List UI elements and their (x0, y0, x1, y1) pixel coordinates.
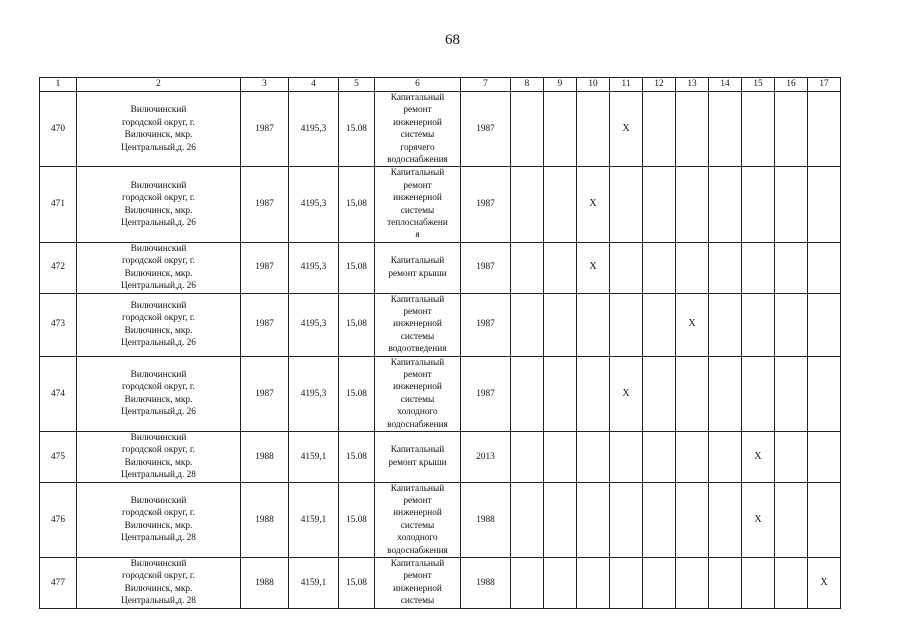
empty-cell (544, 242, 577, 293)
work-type-cell-line: холодного (397, 407, 438, 418)
area-cell: 4195,3 (289, 293, 339, 356)
address-cell-line: городской округ, г. (122, 313, 195, 324)
empty-cell (676, 167, 709, 242)
empty-cell (742, 167, 775, 242)
column-header: 5 (339, 78, 375, 92)
row-number: 472 (40, 242, 77, 293)
empty-cell (676, 431, 709, 482)
empty-cell (709, 242, 742, 293)
table-row (40, 482, 841, 557)
year-cell-2: 1987 (461, 356, 511, 431)
address-cell-line: Вилючинск, мкр. (124, 583, 193, 594)
work-type-cell-line: ремонт (403, 105, 432, 116)
empty-cell (676, 356, 709, 431)
column-header-row (40, 78, 841, 92)
work-type-cell-line: холодного (397, 533, 438, 544)
empty-cell (511, 431, 544, 482)
address-cell-line: Центральный,д. 28 (121, 470, 196, 481)
work-type-cell-line: системы (400, 205, 435, 216)
address-cell-line: Центральный,д. 26 (121, 281, 196, 292)
work-type-cell-line: системы (400, 394, 435, 405)
empty-cell (709, 431, 742, 482)
address-cell-line: городской округ, г. (122, 193, 195, 204)
row-number: 475 (40, 431, 77, 482)
code-cell: 15.08 (339, 242, 375, 293)
empty-cell (808, 167, 841, 242)
mark-cell: X (577, 167, 610, 242)
empty-cell (544, 558, 577, 609)
year-cell-2: 1988 (461, 558, 511, 609)
empty-cell (775, 431, 808, 482)
mark-cell: X (577, 242, 610, 293)
work-type-cell-line: инженерной (393, 508, 442, 519)
empty-cell (709, 482, 742, 557)
empty-cell (676, 242, 709, 293)
column-header: 8 (511, 78, 544, 92)
empty-cell (775, 167, 808, 242)
code-cell: 15.08 (339, 558, 375, 609)
area-cell: 4195,3 (289, 92, 339, 167)
empty-cell (610, 558, 643, 609)
empty-cell (775, 482, 808, 557)
year-cell: 1987 (241, 242, 289, 293)
mark-cell: X (610, 356, 643, 431)
work-type-cell-line: я (415, 230, 420, 241)
empty-cell (676, 558, 709, 609)
area-cell: 4159,1 (289, 558, 339, 609)
year-cell-2: 1988 (461, 482, 511, 557)
code-cell: 15.08 (339, 92, 375, 167)
work-type-cell (375, 431, 461, 482)
row-number: 470 (40, 92, 77, 167)
empty-cell (577, 558, 610, 609)
year-cell: 1988 (241, 482, 289, 557)
address-cell-line: Центральный,д. 26 (121, 142, 196, 153)
work-type-cell-line: системы (400, 520, 435, 531)
page-number: 68 (445, 32, 460, 48)
area-cell: 4159,1 (289, 431, 339, 482)
address-cell-line: Вилючинский (130, 300, 187, 311)
empty-cell (577, 293, 610, 356)
empty-cell (742, 242, 775, 293)
table-row (40, 431, 841, 482)
mark-cell: X (676, 293, 709, 356)
code-cell: 15.08 (339, 167, 375, 242)
empty-cell (775, 92, 808, 167)
work-type-cell-line: ремонт (403, 180, 432, 191)
empty-cell (775, 293, 808, 356)
table-row (40, 293, 841, 356)
year-cell: 1987 (241, 356, 289, 431)
address-cell-line: Вилючинск, мкр. (124, 130, 193, 141)
year-cell-2: 1987 (461, 293, 511, 356)
work-type-cell-line: Капитальный (390, 445, 445, 456)
empty-cell (808, 431, 841, 482)
work-type-cell-line: Капитальный (390, 256, 445, 267)
empty-cell (808, 293, 841, 356)
address-cell-line: Вилючинск, мкр. (124, 457, 193, 468)
address-cell-line: городской округ, г. (122, 571, 195, 582)
work-type-cell-line: Капитальный (390, 168, 445, 179)
empty-cell (544, 356, 577, 431)
code-cell: 15.08 (339, 482, 375, 557)
work-type-cell-line: ремонт (403, 306, 432, 317)
table-row (40, 558, 841, 609)
column-header: 1 (40, 78, 77, 92)
column-header: 10 (577, 78, 610, 92)
address-cell-line: городской округ, г. (122, 382, 195, 393)
work-type-cell-line: ремонт (403, 369, 432, 380)
work-type-cell (375, 167, 461, 242)
work-type-cell (375, 356, 461, 431)
empty-cell (808, 242, 841, 293)
column-header: 11 (610, 78, 643, 92)
year-cell-2: 1987 (461, 167, 511, 242)
work-type-cell-line: ремонт (403, 496, 432, 506)
empty-cell (775, 356, 808, 431)
address-cell (77, 242, 241, 293)
empty-cell (742, 558, 775, 609)
empty-cell (511, 167, 544, 242)
address-cell-line: Вилючинск, мкр. (124, 520, 193, 531)
address-cell-line: Вилючинский (130, 559, 187, 570)
year-cell-2: 1987 (461, 242, 511, 293)
address-cell-line: Центральный,д. 26 (121, 407, 196, 418)
year-cell: 1987 (241, 293, 289, 356)
empty-cell (709, 92, 742, 167)
year-cell: 1987 (241, 167, 289, 242)
empty-cell (511, 92, 544, 167)
area-cell: 4195,3 (289, 167, 339, 242)
work-type-cell (375, 482, 461, 557)
empty-cell (511, 293, 544, 356)
column-header: 13 (676, 78, 709, 92)
address-cell-line: Вилючинск, мкр. (124, 325, 193, 336)
year-cell: 1988 (241, 431, 289, 482)
work-type-cell-line: инженерной (393, 382, 442, 393)
empty-cell (577, 92, 610, 167)
work-type-cell-line: Капитальный (390, 294, 445, 305)
address-cell (77, 356, 241, 431)
table-row (40, 242, 841, 293)
empty-cell (511, 242, 544, 293)
year-cell-2: 1987 (461, 92, 511, 167)
empty-cell (643, 482, 676, 557)
empty-cell (643, 167, 676, 242)
register-table (39, 77, 841, 609)
work-type-cell-line: Капитальный (390, 357, 445, 368)
work-type-cell-line: системы (400, 130, 435, 141)
address-cell-line: Центральный,д. 26 (121, 218, 196, 229)
column-header: 16 (775, 78, 808, 92)
column-header: 12 (643, 78, 676, 92)
address-cell-line: Вилючинский (130, 369, 187, 380)
address-cell-line: городской округ, г. (122, 445, 195, 456)
mark-cell: X (742, 431, 775, 482)
address-cell-line: Вилючинск, мкр. (124, 205, 193, 216)
empty-cell (742, 356, 775, 431)
row-number: 477 (40, 558, 77, 609)
empty-cell (808, 482, 841, 557)
work-type-cell (375, 242, 461, 293)
empty-cell (643, 92, 676, 167)
address-cell-line: Вилючинский (130, 105, 187, 116)
address-cell-line: Центральный,д. 28 (121, 596, 196, 607)
column-header: 6 (375, 78, 461, 92)
address-cell-line: городской округ, г. (122, 256, 195, 267)
empty-cell (742, 293, 775, 356)
work-type-cell-line: водоснабжения (387, 155, 448, 166)
empty-cell (643, 558, 676, 609)
address-cell (77, 558, 241, 609)
address-cell-line: Вилючинский (130, 496, 187, 506)
address-cell (77, 431, 241, 482)
column-header: 7 (461, 78, 511, 92)
address-cell (77, 293, 241, 356)
area-cell: 4195,3 (289, 356, 339, 431)
address-cell (77, 167, 241, 242)
work-type-cell-line: инженерной (393, 117, 442, 128)
row-number: 476 (40, 482, 77, 557)
empty-cell (775, 558, 808, 609)
work-type-cell-line: системы (400, 331, 435, 342)
work-type-cell-line: водоотведения (388, 344, 447, 355)
row-number: 473 (40, 293, 77, 356)
table-row (40, 167, 841, 242)
empty-cell (511, 482, 544, 557)
work-type-cell-line: инженерной (393, 193, 442, 204)
empty-cell (544, 482, 577, 557)
year-cell-2: 2013 (461, 431, 511, 482)
empty-cell (775, 242, 808, 293)
work-type-cell-line: инженерной (393, 583, 442, 594)
work-type-cell-line: Капитальный (390, 483, 445, 494)
work-type-cell-line: теплоснабжени (387, 218, 448, 229)
address-cell-line: Вилючинский (130, 432, 187, 443)
work-type-cell-line: горячего (400, 142, 435, 153)
work-type-cell-line: водоснабжения (387, 419, 448, 430)
empty-cell (610, 431, 643, 482)
year-cell: 1987 (241, 92, 289, 167)
row-number: 474 (40, 356, 77, 431)
empty-cell (610, 242, 643, 293)
empty-cell (610, 293, 643, 356)
empty-cell (544, 167, 577, 242)
work-type-cell-line: Капитальный (390, 93, 445, 103)
address-cell-line: Центральный,д. 26 (121, 337, 196, 348)
empty-cell (610, 482, 643, 557)
empty-cell (742, 92, 775, 167)
work-type-cell-line: водоснабжения (387, 545, 448, 556)
work-type-cell-line: системы (400, 596, 435, 607)
empty-cell (676, 482, 709, 557)
empty-cell (643, 431, 676, 482)
work-type-cell (375, 558, 461, 609)
empty-cell (643, 293, 676, 356)
work-type-cell (375, 293, 461, 356)
mark-cell: X (742, 482, 775, 557)
mark-cell: X (610, 92, 643, 167)
empty-cell (709, 356, 742, 431)
column-header: 14 (709, 78, 742, 92)
address-cell (77, 92, 241, 167)
empty-cell (577, 431, 610, 482)
work-type-cell-line: инженерной (393, 319, 442, 330)
empty-cell (709, 293, 742, 356)
empty-cell (643, 356, 676, 431)
row-number: 471 (40, 167, 77, 242)
empty-cell (676, 92, 709, 167)
code-cell: 15.08 (339, 356, 375, 431)
address-cell-line: городской округ, г. (122, 117, 195, 128)
column-header: 2 (77, 78, 241, 92)
empty-cell (577, 356, 610, 431)
area-cell: 4195,3 (289, 242, 339, 293)
address-cell-line: Вилючинский (130, 243, 187, 254)
work-type-cell (375, 92, 461, 167)
code-cell: 15.08 (339, 431, 375, 482)
empty-cell (511, 558, 544, 609)
address-cell (77, 482, 241, 557)
address-cell-line: Вилючинск, мкр. (124, 268, 193, 279)
empty-cell (544, 431, 577, 482)
empty-cell (808, 92, 841, 167)
year-cell: 1988 (241, 558, 289, 609)
column-header: 9 (544, 78, 577, 92)
work-type-cell-line: Капитальный (390, 559, 445, 570)
empty-cell (577, 482, 610, 557)
work-type-cell-line: ремонт крыши (388, 268, 447, 279)
address-cell-line: Вилючинск, мкр. (124, 394, 193, 405)
mark-cell: X (808, 558, 841, 609)
empty-cell (709, 558, 742, 609)
empty-cell (643, 242, 676, 293)
empty-cell (610, 167, 643, 242)
column-header: 17 (808, 78, 841, 92)
address-cell-line: Вилючинский (130, 180, 187, 191)
column-header: 4 (289, 78, 339, 92)
table-row (40, 356, 841, 431)
code-cell: 15.08 (339, 293, 375, 356)
area-cell: 4159,1 (289, 482, 339, 557)
empty-cell (544, 293, 577, 356)
column-header: 15 (742, 78, 775, 92)
work-type-cell-line: ремонт крыши (388, 457, 447, 468)
empty-cell (511, 356, 544, 431)
address-cell-line: городской округ, г. (122, 508, 195, 519)
empty-cell (544, 92, 577, 167)
address-cell-line: Центральный,д. 28 (121, 533, 196, 544)
work-type-cell-line: ремонт (403, 571, 432, 582)
table-row (40, 92, 841, 167)
column-header: 3 (241, 78, 289, 92)
empty-cell (709, 167, 742, 242)
empty-cell (808, 356, 841, 431)
